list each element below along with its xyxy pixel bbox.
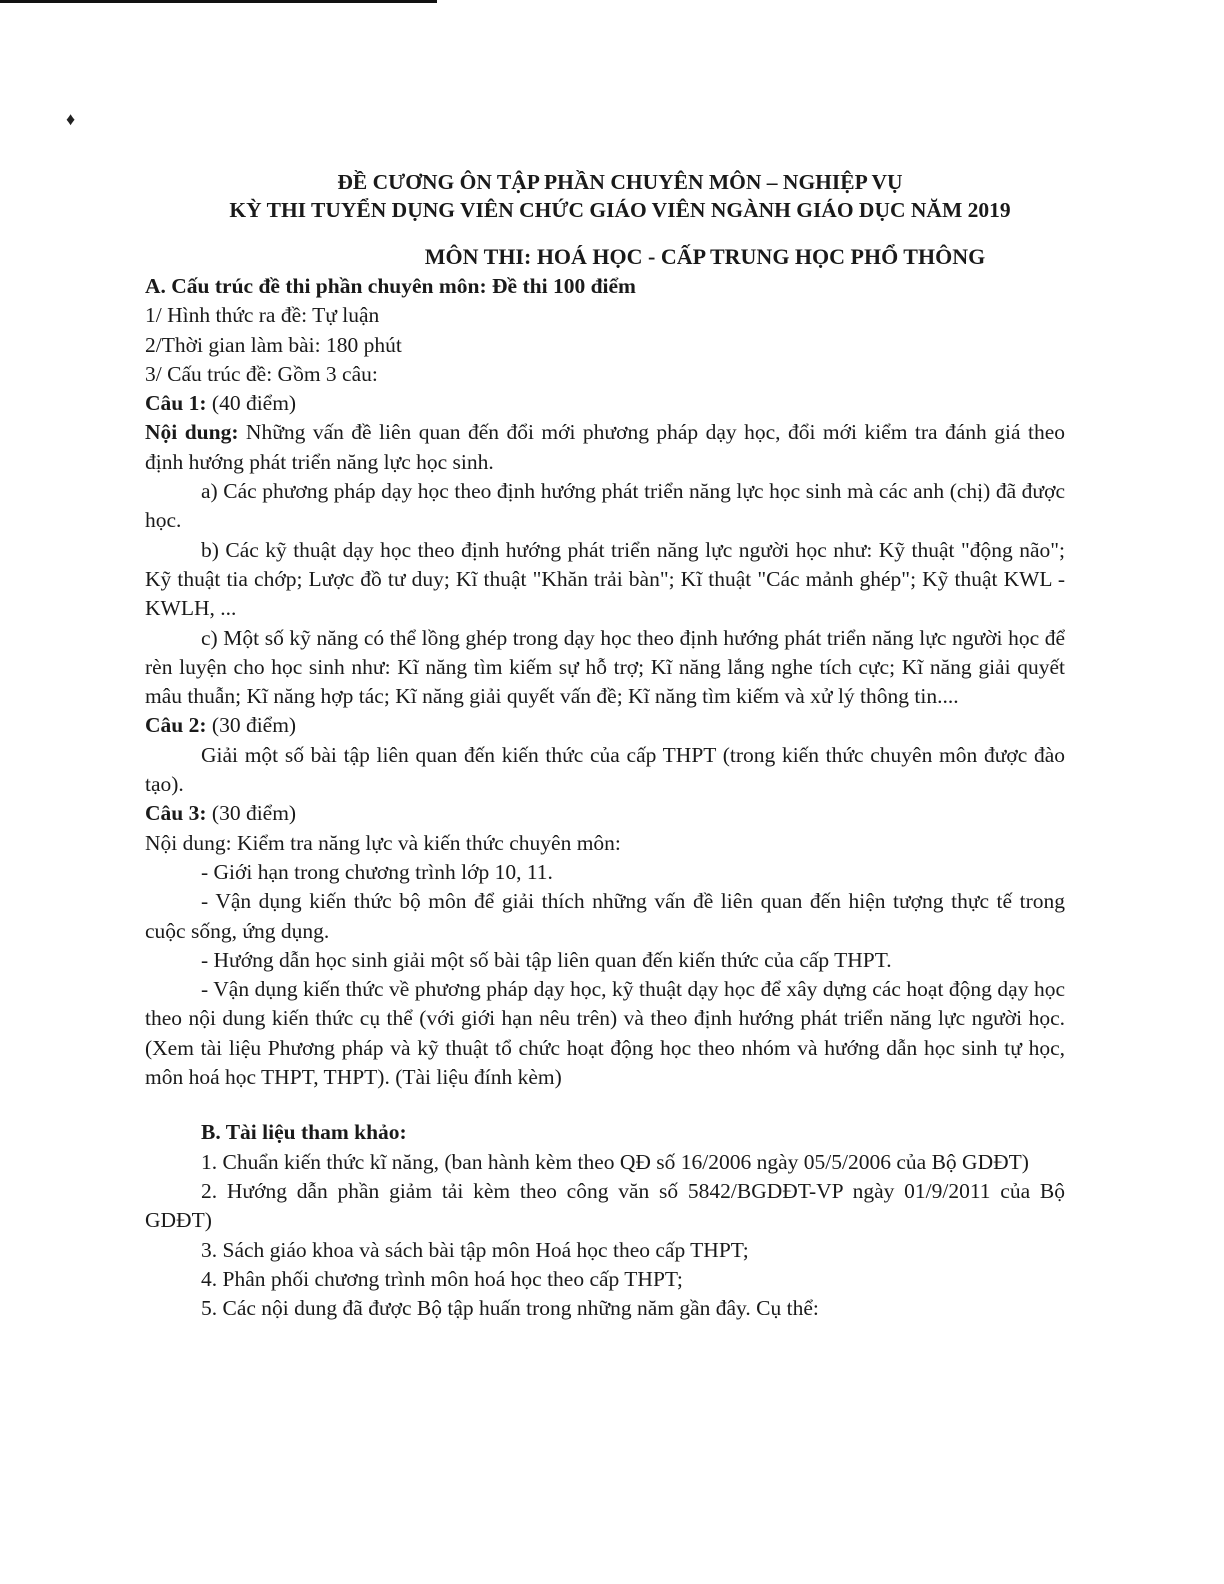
question-2-label: Câu 2: (145, 713, 207, 738)
question-3-bullet: - Vận dụng kiến thức về phương pháp dạy học, kỹ thuật dạy học để xây dựng các hoạt động dạy học theo nội dung kiến thức cụ thể (với giới hạn nêu trên) và theo định hướng phát triển năng lực người học. (Xem tài liệu Phương pháp và kỹ thuật tổ chức hoạt động học theo nhóm và hướng dẫn học sinh tự học, môn hoá học THPT, THPT). (Tài liệu đính kèm) (145, 977, 1065, 1090)
section-a-heading: A. Cấu trúc đề thi phần chuyên môn: Đề thi 100 điểm (145, 274, 636, 298)
question-3-heading (145, 799, 1065, 828)
section-a-item-1: 1/ Hình thức ra đề: Tự luận (145, 303, 380, 328)
question-3-label: Câu 3: (145, 801, 207, 826)
question-1-item-a: a) Các phương pháp dạy học theo định hướng phát triển năng lực học sinh mà các anh (chị) đã được học. (145, 479, 1065, 533)
reference-item: 3. Sách giáo khoa và sách bài tập môn Hoá học theo cấp THPT; (201, 1237, 749, 1262)
document-title-line-1: ĐỀ CƯƠNG ÔN TẬP PHẦN CHUYÊN MÔN – NGHIỆP VỤ (337, 170, 903, 194)
question-1-label: Câu 1: (145, 391, 207, 416)
question-1-item-b: b) Các kỹ thuật dạy học theo định hướng phát triển năng lực người học như: Kỹ thuật "động não"; Kỹ thuật tia chớp; Lược đồ tư duy; Kĩ thuật "Khăn trải bàn"; Kĩ thuật "Các mảnh ghép"; Kỹ thuật KWL - KWLH, ... (145, 537, 1065, 621)
question-3-bullet: - Vận dụng kiến thức bộ môn để giải thích những vấn đề liên quan đến hiện tượng thực tế trong cuộc sống, ứng dụng. (145, 889, 1065, 943)
question-3-content: Nội dung: Kiểm tra năng lực và kiến thức chuyên môn: (145, 830, 621, 855)
reference-item: 5. Các nội dung đã được Bộ tập huấn trong những năm gần đây. Cụ thể: (201, 1296, 819, 1321)
reference-item: 2. Hướng dẫn phần giảm tải kèm theo công văn số 5842/BGDĐT-VP ngày 01/9/2011 của Bộ GDĐT) (145, 1178, 1065, 1233)
question-3-bullet: - Hướng dẫn học sinh giải một số bài tập liên quan đến kiến thức của cấp THPT. (201, 947, 892, 972)
question-2-heading (145, 711, 1065, 740)
document-title-line-2: KỲ THI TUYỂN DỤNG VIÊN CHỨC GIÁO VIÊN NGÀNH GIÁO DỤC NĂM 2019 (229, 198, 1011, 222)
section-a-item-2: 2/Thời gian làm bài: 180 phút (145, 332, 402, 357)
question-1-content-label: Nội dung: (145, 420, 239, 445)
reference-item: 1. Chuẩn kiến thức kĩ năng, (ban hành kèm theo QĐ số 16/2006 ngày 05/5/2006 của Bộ GDĐT) (201, 1149, 1029, 1174)
reference-item: 4. Phân phối chương trình môn hoá học theo cấp THPT; (201, 1266, 683, 1291)
question-2-content: Giải một số bài tập liên quan đến kiến thức của cấp THPT (trong kiến thức chuyên môn được đào tạo). (145, 742, 1065, 797)
question-1-content (145, 418, 1065, 477)
question-3-bullet: - Giới hạn trong chương trình lớp 10, 11. (201, 859, 553, 884)
section-b-heading: B. Tài liệu tham khảo: (201, 1120, 407, 1145)
question-1-heading (145, 389, 1065, 418)
subject-heading: MÔN THI: HOÁ HỌC - CẤP TRUNG HỌC PHỔ THÔNG (424, 244, 986, 269)
question-1-content-text: Những vấn đề liên quan đến đổi mới phương pháp dạy học, đổi mới kiểm tra đánh giá theo định hướng phát triển năng lực học sinh. (145, 420, 1065, 474)
scan-edge-line (0, 0, 437, 3)
scan-speck: ♦ (66, 109, 76, 129)
question-1-points: (40 điểm) (206, 391, 297, 416)
question-1-item-c: c) Một số kỹ năng có thể lồng ghép trong dạy học theo định hướng phát triển năng lực người học để rèn luyện cho học sinh như: Kĩ năng tìm kiếm sự hỗ trợ; Kĩ năng lắng nghe tích cực; Kĩ năng giải quyết mâu thuẫn; Kĩ năng hợp tác; Kĩ năng giải quyết vấn đề; Kĩ năng tìm kiếm và xử lý thông tin.... (145, 625, 1065, 709)
document-page (145, 168, 1065, 1323)
section-a-item-3: 3/ Cấu trúc đề: Gồm 3 câu: (145, 361, 378, 386)
question-3-points: (30 điểm) (206, 801, 297, 826)
section-spacer (145, 1092, 1065, 1118)
question-2-points: (30 điểm) (206, 713, 297, 738)
